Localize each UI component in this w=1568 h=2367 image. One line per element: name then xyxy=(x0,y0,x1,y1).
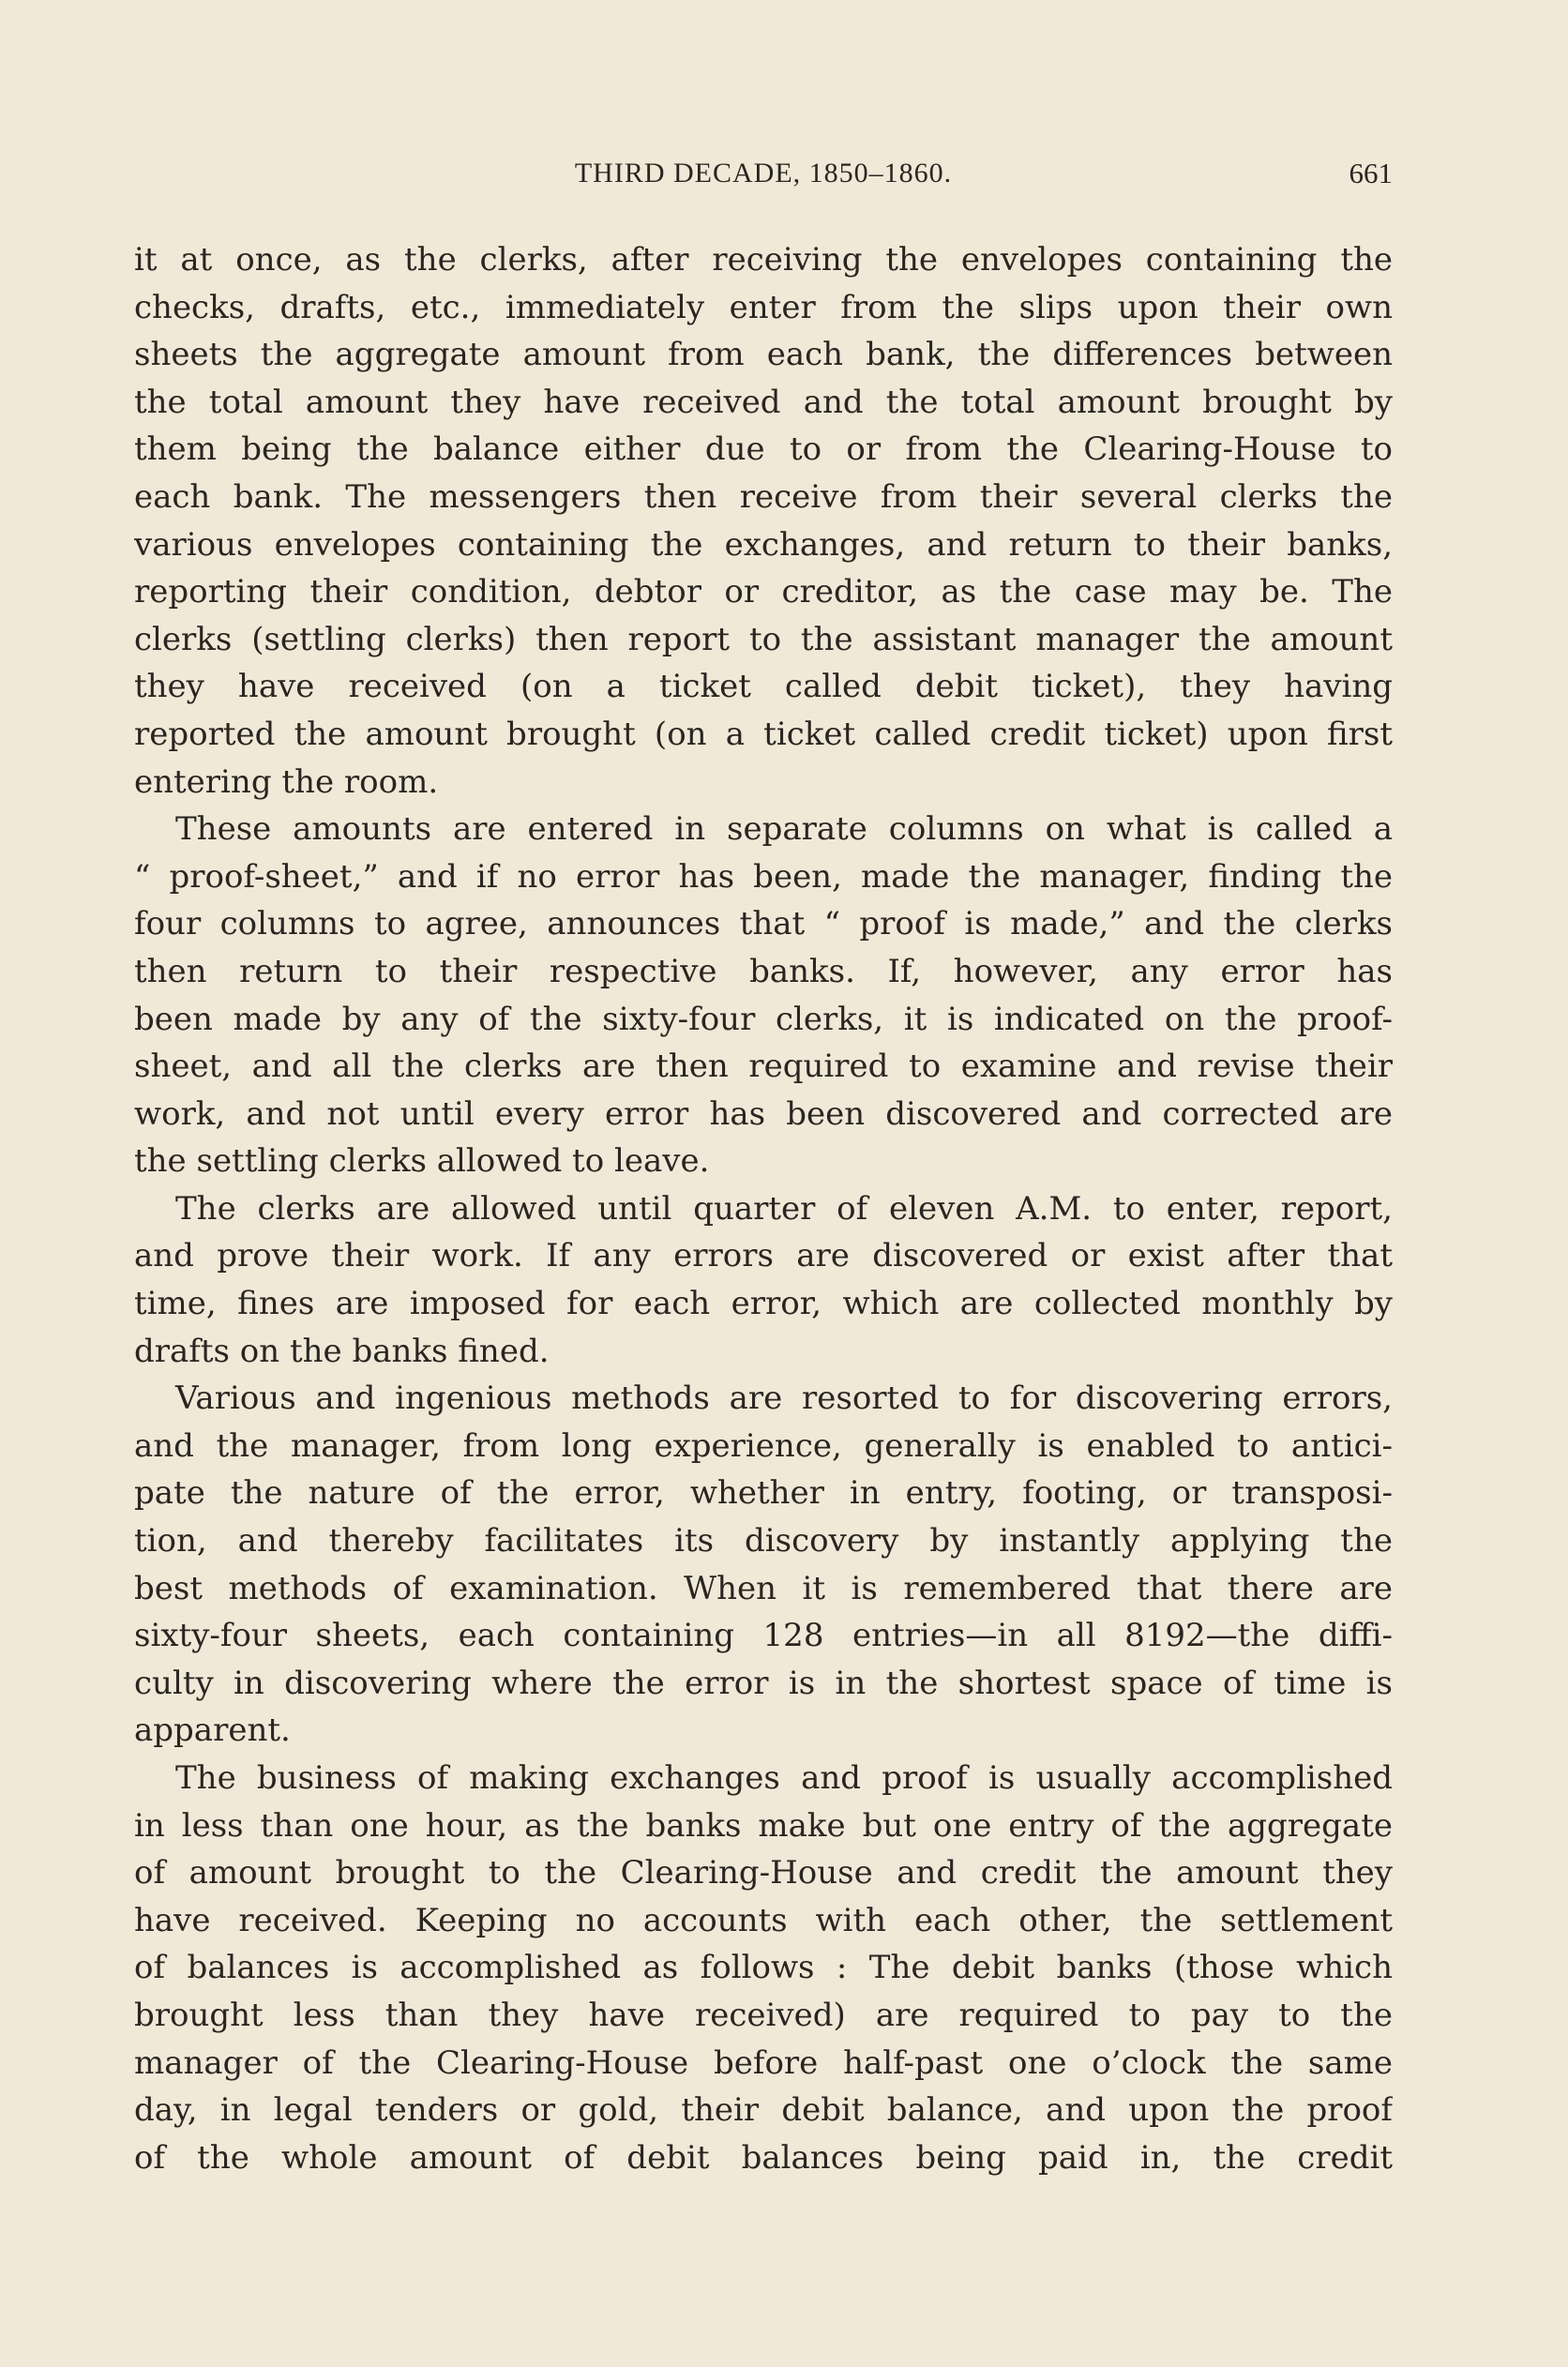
text-line: four columns to agree, announces that “ proof is made,” and the clerks xyxy=(134,905,1393,943)
text-line: pate the nature of the error, whether in entry, footing, or transposi- xyxy=(134,1474,1393,1513)
text-line: apparent. xyxy=(134,1711,291,1750)
body-text xyxy=(134,236,1393,2181)
text-line: best methods of examination. When it is remembered that there are xyxy=(134,1569,1393,1607)
text-line: reporting their condition, debtor or creditor, as the case may be. The xyxy=(134,573,1393,611)
text-line: of amount brought to the Clearing-House and credit the amount they xyxy=(134,1854,1393,1892)
text-line: have received. Keeping no accounts with each other, the settlement xyxy=(134,1901,1393,1939)
text-line: sixty-four sheets, each containing 128 entries—in all 8192—the diffi- xyxy=(134,1617,1393,1655)
text-line: The business of making exchanges and proof is usually accomplished xyxy=(175,1759,1393,1797)
text-line: “ proof-sheet,” and if no error has been, made the manager, finding the xyxy=(134,857,1393,896)
text-line: of balances is accomplished as follows : The debit banks (those which xyxy=(134,1949,1393,1987)
text-line: in less than one hour, as the banks make but one entry of the aggregate xyxy=(134,1806,1393,1845)
text-line: of the whole amount of debit balances being paid in, the credit xyxy=(134,2138,1393,2177)
text-line: the total amount they have received and the total amount brought by xyxy=(134,383,1393,421)
text-line: manager of the Clearing-House before half-past one o’clock the same xyxy=(134,2043,1393,2082)
text-line: drafts on the banks fined. xyxy=(134,1332,550,1370)
text-line: The clerks are allowed until quarter of eleven A.M. to enter, report, xyxy=(175,1189,1393,1228)
text-line: sheets the aggregate amount from each bank, the differences between xyxy=(134,336,1393,374)
text-line: been made by any of the sixty-four clerks, it is indicated on the proof- xyxy=(134,1000,1393,1038)
text-line: sheet, and all the clerks are then required to examine and revise their xyxy=(134,1048,1393,1086)
text-line: various envelopes containing the exchanges, and return to their banks, xyxy=(134,525,1393,564)
text-line: and the manager, from long experience, generally is enabled to antici- xyxy=(134,1426,1393,1465)
text-line: entering the room. xyxy=(134,762,439,801)
text-line: reported the amount brought (on a ticket called credit ticket) upon first xyxy=(134,715,1393,753)
text-line: and prove their work. If any errors are discovered or exist after that xyxy=(134,1237,1393,1275)
page-number: 661 xyxy=(1349,157,1393,189)
text-line: they have received (on a ticket called debit ticket), they having xyxy=(134,668,1393,706)
text-line: work, and not until every error has been discovered and corrected are xyxy=(134,1094,1393,1133)
text-line: it at once, as the clerks, after receiving the envelopes containing the xyxy=(134,241,1393,279)
running-head xyxy=(134,152,1393,195)
text-line: day, in legal tenders or gold, their debit balance, and upon the proof xyxy=(134,2091,1393,2130)
text-line: checks, drafts, etc., immediately enter from the slips upon their own xyxy=(134,288,1393,326)
text-line: brought less than they have received) are required to pay to the xyxy=(134,1996,1393,2034)
text-line: time, fines are imposed for each error, which are collected monthly by xyxy=(134,1285,1393,1323)
text-line: These amounts are entered in separate columns on what is called a xyxy=(175,810,1393,849)
text-line: clerks (settling clerks) then report to the assistant manager the amount xyxy=(134,620,1393,658)
text-line: them being the balance either due to or from the Clearing-House to xyxy=(134,430,1393,469)
text-line: each bank. The messengers then receive from their several clerks the xyxy=(134,477,1393,516)
text-line: the settling clerks allowed to leave. xyxy=(134,1142,710,1181)
running-title: THIRD DECADE, 1850–1860. xyxy=(574,158,953,188)
text-line: then return to their respective banks. If, however, any error has xyxy=(134,952,1393,990)
text-line: Various and ingenious methods are resorted to for discovering errors, xyxy=(175,1379,1393,1418)
text-line: culty in discovering where the error is in the shortest space of time is xyxy=(134,1664,1393,1702)
text-line: tion, and thereby facilitates its discovery by instantly applying the xyxy=(134,1522,1393,1560)
